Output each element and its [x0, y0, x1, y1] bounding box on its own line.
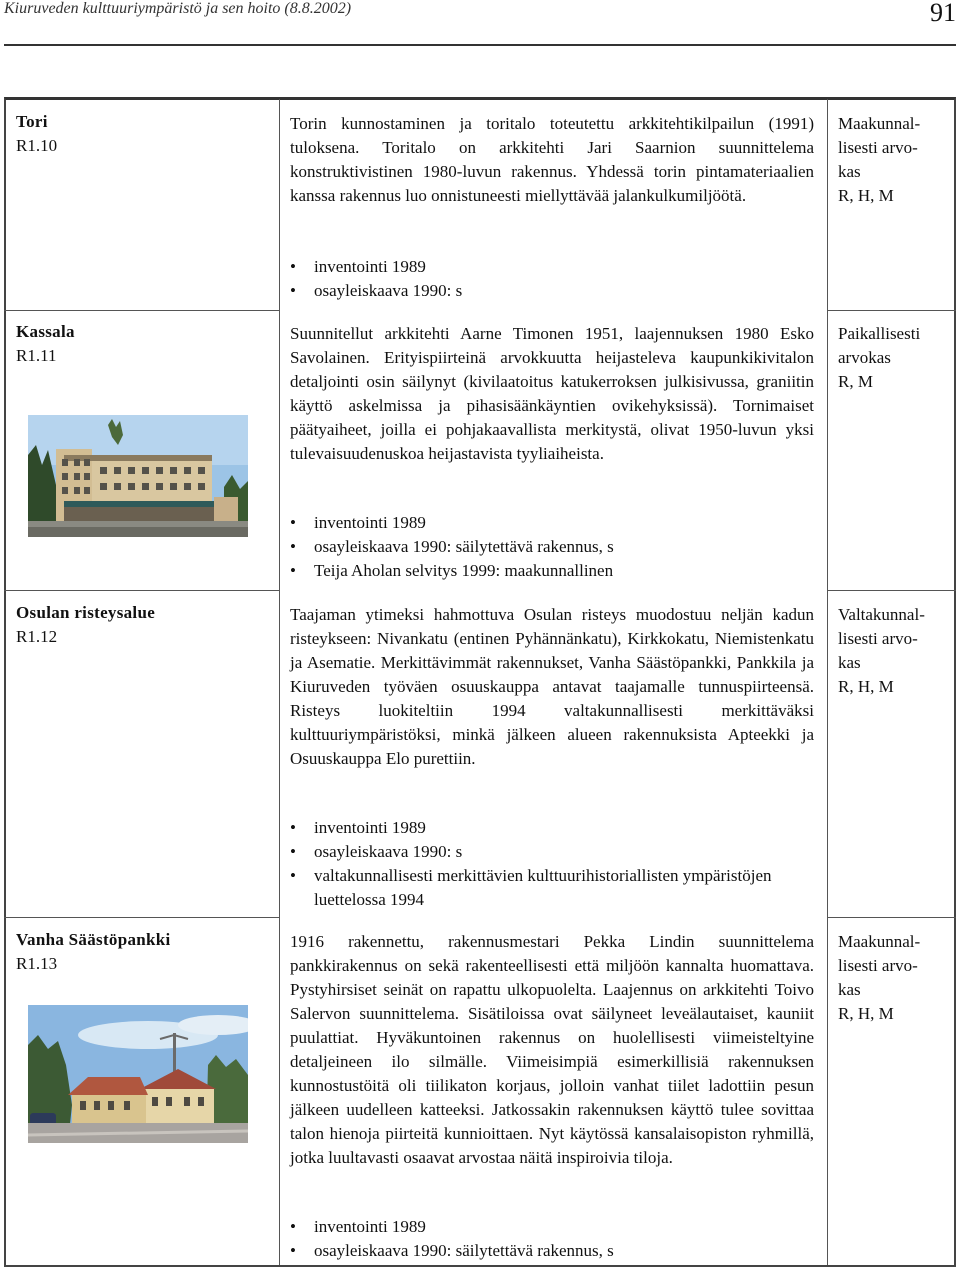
entry-name: Kassala: [16, 322, 75, 341]
row-separator: [4, 590, 279, 591]
entry-code: R1.11: [16, 346, 57, 365]
value-line: R, H, M: [838, 1004, 894, 1023]
entry-name: Vanha Säästöpankki: [16, 930, 171, 949]
entry-code: R1.12: [16, 627, 58, 646]
entry-value: [838, 322, 948, 394]
value-line: lisesti arvo-: [838, 138, 918, 157]
entry-code: R1.10: [16, 136, 58, 155]
building-image: [28, 1005, 248, 1143]
entry-value: [838, 112, 948, 208]
value-line: kas: [838, 653, 861, 672]
list-item: • osayleiskaava 1990: säilytettävä rakennus, s: [290, 1239, 816, 1263]
entry-value: [838, 603, 948, 699]
entry-value: [838, 930, 948, 1026]
page-number: 91: [930, 0, 956, 27]
list-item: • osayleiskaava 1990: säilytettävä rakennus, s: [290, 535, 816, 559]
entry-name: Tori: [16, 112, 48, 131]
entry-bullet-list: [290, 511, 816, 583]
kassala-photo: [28, 415, 248, 537]
savings-bank-photo: [28, 1005, 248, 1143]
row-separator: [827, 590, 956, 591]
entry-bullet-list: [290, 816, 816, 912]
row-separator: [827, 917, 956, 918]
value-line: kas: [838, 980, 861, 999]
row-separator: [827, 310, 956, 311]
row-separator: [4, 917, 279, 918]
document-title: Kiuruveden kulttuuriympäristö ja sen hoito (8.8.2002): [4, 0, 352, 17]
value-line: Maakunnal-: [838, 114, 921, 133]
list-item: • valtakunnallisesti merkittävien kulttuurihistoriallisten ympäristöjen luettelossa 1994: [290, 864, 816, 912]
value-line: R, H, M: [838, 677, 894, 696]
value-line: R, M: [838, 372, 873, 391]
entry-name: Osulan risteysalue: [16, 603, 156, 622]
entry-code: R1.13: [16, 954, 58, 973]
entry-bullet-list: [290, 1215, 816, 1263]
column-divider-left: [279, 99, 280, 1265]
building-image: [28, 415, 248, 537]
list-item: • inventointi 1989: [290, 1215, 816, 1239]
entry-description: Torin kunnostaminen ja toritalo toteutettu arkkitehtikilpailun (1991) tuloksena. Toritalo on arkkitehti Jari Saarnion suunnittelema konstruktivistinen 1980-luvun rakennus. Yhdessä torin pintamateriaalien kanssa rakennus luo onnistuneesti miellyttävää jalankulkumiljöötä.: [290, 114, 814, 205]
list-item: • inventointi 1989: [290, 816, 816, 840]
list-item: • osayleiskaava 1990: s: [290, 279, 816, 303]
value-line: R, H, M: [838, 186, 894, 205]
list-item: • inventointi 1989: [290, 511, 816, 535]
entry-description: 1916 rakennettu, rakennusmestari Pekka Lindin suunnittelema pankkirakennus on sekä rakenteellisesti että miljöön kannalta huomattava. Pystyhirsiset seinät on rapattu ulkopuolelta. Laajennus on arkkitehti Toivo Salervon suunnittelema. Sisätiloissa ovat säilyneet leveälautaiset, kauniit puulattiat. Hyväkuntoinen rakennus on huolellisesti viimeisteltyine detaljeineen ilo silmälle. Viimeisimpiä esimerkillisiä rakennuksen kunnostustöitä oli tiilikaton korjaus, jolloin vanhat tiilet ladottiin pesun jälkeen uudelleen katteeksi. Jatkossakin rakennuksen käyttö tulee sovittaa talon hienoja piirteitä kunnioittaen. Nyt käytössä kansalaisopiston ryhmillä, jotka luultavasti osaavat arvostaa näitä inspiroivia tiloja.: [290, 932, 814, 1167]
value-line: arvokas: [838, 348, 891, 367]
header-rule: [4, 44, 956, 46]
value-line: Paikallisesti: [838, 324, 921, 343]
column-divider-right: [827, 99, 828, 1265]
value-line: lisesti arvo-: [838, 629, 918, 648]
row-separator: [4, 310, 279, 311]
value-line: lisesti arvo-: [838, 956, 918, 975]
value-line: Valtakunnal-: [838, 605, 925, 624]
entry-bullet-list: [290, 255, 816, 303]
value-line: Maakunnal-: [838, 932, 921, 951]
list-item: • osayleiskaava 1990: s: [290, 840, 816, 864]
entry-description: Suunnitellut arkkitehti Aarne Timonen 1951, laajennuksen 1980 Esko Savolainen. Erityispiirteinä arvokkuutta heijasteleva kaupunkikivitalon detaljointi osin säilynyt (kivilaatoitus katukerroksen julkisivussa, graniitin käyttö askelmissa ja pihasisäänkäyntien ovikehyksissä). Tornimaiset päätyaiheet, joilla ei pohjakaavallista merkitystä, olivat 1950-luvun yksi tulevaisuudenuskoa heijastavista tyyliaiheista.: [290, 324, 814, 463]
value-line: kas: [838, 162, 861, 181]
list-item: • inventointi 1989: [290, 255, 816, 279]
entry-description: Taajaman ytimeksi hahmottuva Osulan risteys muodostuu neljän kadun risteykseen: Nivankatu (entinen Pyhännänkatu), Kirkkokatu, Niemistenkatu ja Asematie. Merkittävimmät rakennukset, Vanha Säästöpankki, Pankkila ja Kiuruveden työväen osuuskauppa antavat taajamalle tunnuspiirteensä. Risteys luokiteltiin 1994 valtakunnallisesti merkittäväksi kulttuuriympäristöksi, minkä jälkeen alueen rakennuksista Apteekki ja Osuuskauppa Elo purettiin.: [290, 605, 814, 768]
list-item: • Teija Aholan selvitys 1999: maakunnallinen: [290, 559, 816, 583]
